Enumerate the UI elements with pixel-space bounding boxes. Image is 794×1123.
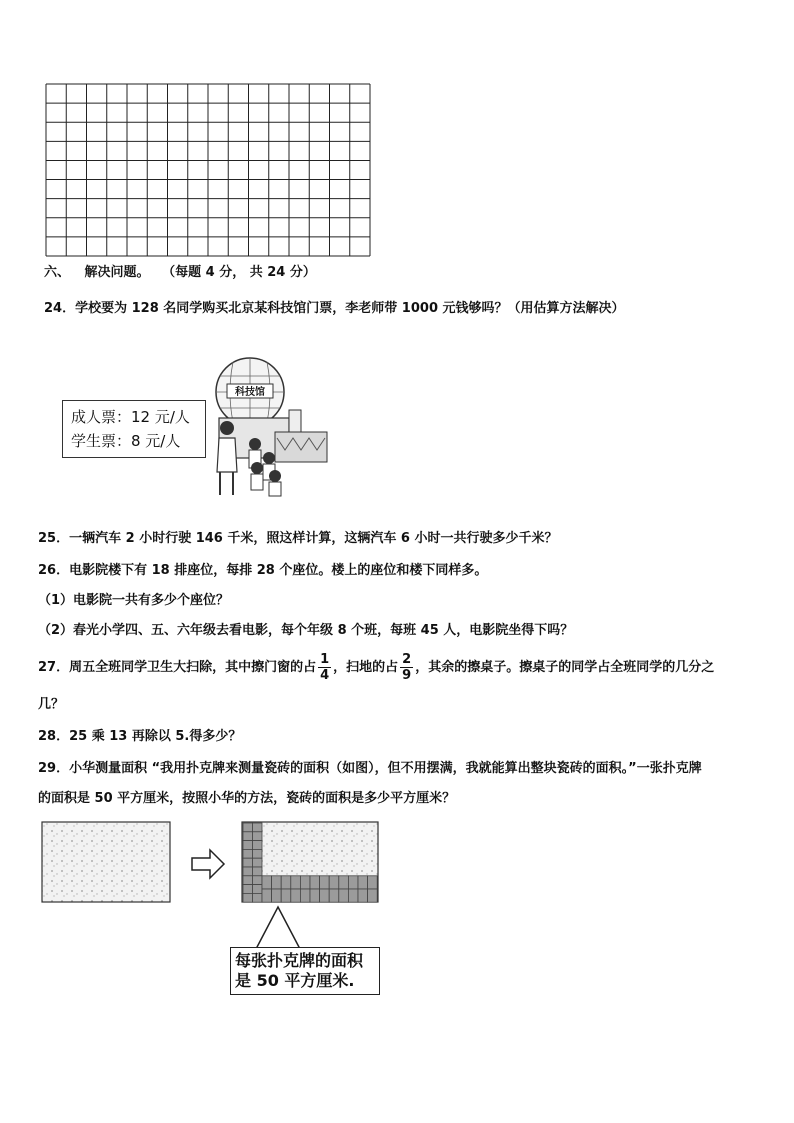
section-note: （每题 4 分， 共 24 分）	[162, 265, 316, 280]
playing-card	[243, 893, 253, 902]
ticket-price-box	[62, 400, 206, 458]
playing-card	[262, 876, 272, 889]
question-29-line-1: 29．小华测量面积 “我用扑克牌来测量瓷砖的面积（如图），但不用摆满，我就能算出整块瓷砖的面积。”一张扑克牌	[38, 761, 702, 776]
playing-card	[329, 876, 339, 889]
playing-card	[300, 889, 310, 902]
question-25: 25．一辆汽车 2 小时行驶 146 千米，照这样计算，这辆汽车 6 小时一共行驶多少千米？	[38, 531, 558, 546]
section-title: 解决问题。	[84, 265, 150, 280]
question-26-part-2: （2）春光小学四、五、六年级去看电影，每个年级 8 个班，每班 45 人，电影院坐得下吗？	[38, 623, 574, 638]
playing-card	[253, 832, 263, 841]
playing-card	[291, 876, 301, 889]
playing-card	[358, 889, 368, 902]
section-number: 六、	[44, 265, 71, 280]
playing-card	[243, 832, 253, 841]
playing-card	[253, 893, 263, 902]
playing-card	[243, 849, 253, 858]
question-27	[38, 650, 714, 686]
fraction-1-denominator: 4	[320, 668, 330, 683]
arrow-right-icon	[192, 850, 224, 878]
question-28: 28．25 乘 13 再除以 5.得多少？	[38, 729, 242, 744]
fraction-one-quarter	[318, 652, 331, 683]
playing-card	[272, 876, 282, 889]
tile-figures	[40, 818, 390, 908]
playing-card	[253, 841, 263, 850]
playing-card	[300, 876, 310, 889]
science-museum-illustration	[205, 350, 335, 510]
playing-card	[320, 876, 330, 889]
playing-card	[310, 876, 320, 889]
playing-card	[243, 823, 253, 832]
playing-card	[329, 889, 339, 902]
fraction-2-denominator: 9	[402, 668, 412, 683]
bubble-line-1: 每张扑克牌的面积	[235, 951, 364, 970]
playing-card	[262, 889, 272, 902]
playing-card	[243, 885, 253, 894]
playing-card	[348, 889, 358, 902]
playing-card	[243, 858, 253, 867]
question-26: 26．电影院楼下有 18 排座位，每排 28 个座位。楼上的座位和楼下同样多。	[38, 563, 488, 578]
playing-card	[253, 858, 263, 867]
playing-card	[253, 876, 263, 885]
playing-card	[368, 876, 378, 889]
speech-bubble	[230, 947, 380, 995]
playing-card	[320, 889, 330, 902]
playing-card	[358, 876, 368, 889]
playing-card	[310, 889, 320, 902]
bubble-line-2: 是 50 平方厘米.	[235, 971, 355, 990]
adult-ticket-price: 成人票：12 元/人	[71, 408, 190, 426]
playing-card	[253, 867, 263, 876]
playing-card	[291, 889, 301, 902]
playing-card	[272, 889, 282, 902]
playing-card	[348, 876, 358, 889]
question-27-text-b: ，扫地的占	[333, 660, 399, 675]
playing-card	[281, 876, 291, 889]
playing-card	[253, 849, 263, 858]
tile-left	[42, 822, 170, 902]
museum-sign: 科技馆	[235, 387, 265, 398]
playing-card	[243, 867, 253, 876]
playing-card	[339, 889, 349, 902]
playing-card	[339, 876, 349, 889]
question-24: 24．学校要为 128 名同学购买北京某科技馆门票，李老师带 1000 元钱够吗？（用估算方法解决）	[44, 301, 625, 316]
question-29-line-2: 的面积是 50 平方厘米，按照小华的方法，瓷砖的面积是多少平方厘米？	[38, 791, 456, 806]
question-27-continuation: 几？	[38, 697, 65, 712]
fraction-1-numerator: 1	[320, 652, 330, 667]
question-26-part-1: （1）电影院一共有多少个座位？	[38, 593, 230, 608]
fraction-two-ninths	[400, 652, 413, 683]
playing-card	[368, 889, 378, 902]
playing-card	[243, 876, 253, 885]
playing-card	[253, 823, 263, 832]
section-heading	[44, 264, 316, 282]
playing-card	[253, 885, 263, 894]
fraction-2-numerator: 2	[402, 652, 412, 667]
question-27-text-a: 27．周五全班同学卫生大扫除，其中擦门窗的占	[38, 660, 317, 675]
playing-card	[243, 841, 253, 850]
student-ticket-price: 学生票：8 元/人	[71, 432, 181, 450]
square-grid	[44, 82, 372, 258]
playing-card	[281, 889, 291, 902]
question-27-text-c: ，其余的擦桌子。擦桌子的同学占全班同学的几分之	[415, 660, 715, 675]
